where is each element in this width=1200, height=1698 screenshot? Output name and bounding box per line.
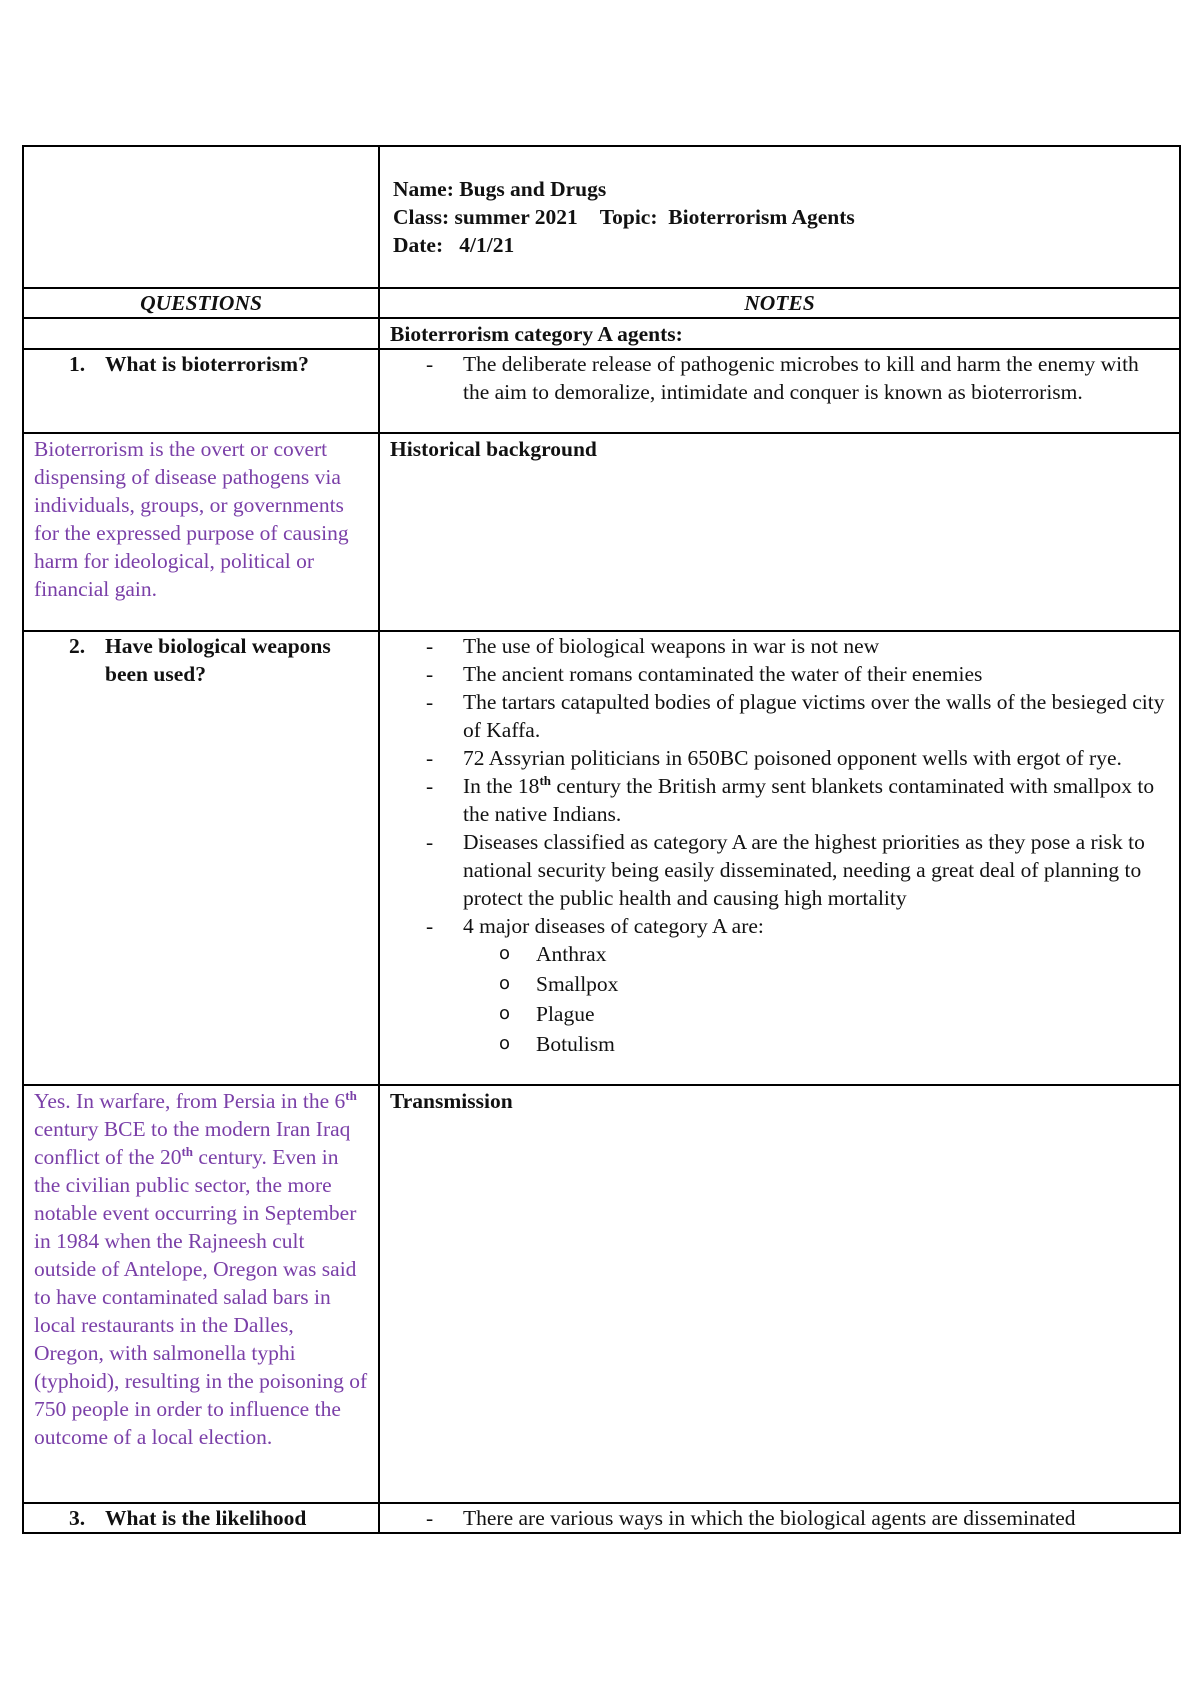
disease-item: o Anthrax [499, 940, 1169, 970]
date-line: Date: 4/1/21 [393, 233, 515, 257]
disease-item: o Plague [499, 1000, 1169, 1030]
disease-item: o Smallpox [499, 970, 1169, 1000]
question-number: 1. [69, 352, 86, 376]
note-item: - The ancient romans contaminated the water of their enemies [426, 660, 1169, 688]
note-item: - Diseases classified as category A are the highest priorities as they pose a risk to national security being easily disseminated, needing a great deal of planning to protect the public health and causing high mortality [426, 828, 1169, 912]
question-row-1 [23, 349, 1180, 433]
header-blank-cell [23, 146, 379, 288]
note-item: - The use of biological weapons in war is not new [426, 632, 1169, 660]
questions-heading: QUESTIONS [23, 288, 379, 318]
question-cell-3 [23, 1503, 379, 1533]
answer-row-2 [23, 1085, 1180, 1503]
note-item: - 72 Assyrian politicians in 650BC poisoned opponent wells with ergot of rye. [426, 744, 1169, 772]
notes-cell-3 [379, 1503, 1180, 1533]
notes-cell-1 [379, 349, 1180, 433]
question-row-2 [23, 631, 1180, 1085]
answer-text-2: Yes. In warfare, from Persia in the 6th century BCE to the modern Iran Iraq conflict of the 20th century. Even in the civilian public sector, the more notable event occurring in September in 1984 when the Rajneesh cult outside of Antelope, Oregon was said to have contaminated salad bars in local restaurants in the Dalles, Oregon, with salmonella typhi (typhoid), resulting in the poisoning of 750 people in order to influence the outcome of a local election. [23, 1085, 379, 1503]
note-item: - 4 major diseases of category A are: o Anthrax o Smallpox o Plague o Botulism [426, 912, 1169, 1060]
note-item: - In the 18th century the British army sent blankets contaminated with smallpox to the native Indians. [426, 772, 1169, 828]
disease-item: o Botulism [499, 1030, 1169, 1060]
question-cell-1 [23, 349, 379, 433]
note-item: - The deliberate release of pathogenic microbes to kill and harm the enemy with the aim to demoralize, intimidate and conquer is known as bioterrorism. [426, 350, 1169, 406]
section-row [23, 318, 1180, 349]
question-text: What is bioterrorism? [105, 352, 309, 376]
section-blank-cell [23, 318, 379, 349]
name-line: Name: Bugs and Drugs [393, 177, 607, 201]
disease-list [463, 940, 1169, 1060]
question-number: 2. [69, 634, 86, 658]
class-value: summer 2021 [454, 205, 578, 229]
column-header-row [23, 288, 1180, 318]
date-value: 4/1/21 [459, 233, 515, 257]
topic-value: Bioterrorism Agents [668, 205, 855, 229]
header-info-cell [379, 146, 1180, 288]
notes-heading: NOTES [379, 288, 1180, 318]
question-cell-2 [23, 631, 379, 1085]
answer-text-1: Bioterrorism is the overt or covert dispensing of disease pathogens via individuals, groups, or governments for the expressed purpose of causing harm for ideological, political or financial gain. [23, 433, 379, 631]
class-topic-line: Class: summer 2021 Topic: Bioterrorism Agents [393, 205, 855, 229]
section-title: Bioterrorism category A agents: [379, 318, 1180, 349]
question-text: What is the likelihood [105, 1506, 307, 1530]
notes-cell-2 [379, 631, 1180, 1085]
notes-sheet [22, 145, 1179, 1534]
cornell-notes-table [22, 145, 1181, 1534]
historical-background-heading: Historical background [379, 433, 1180, 631]
answer-row-1 [23, 433, 1180, 631]
question-text: Have biological weapons been used? [105, 634, 331, 686]
note-item: - The tartars catapulted bodies of plague victims over the walls of the besieged city of Kaffa. [426, 688, 1169, 744]
question-number: 3. [69, 1506, 86, 1530]
header-row [23, 146, 1180, 288]
note-item: - There are various ways in which the biological agents are disseminated [426, 1504, 1169, 1532]
question-row-3 [23, 1503, 1180, 1533]
name-value: Bugs and Drugs [459, 177, 607, 201]
transmission-heading: Transmission [379, 1085, 1180, 1503]
